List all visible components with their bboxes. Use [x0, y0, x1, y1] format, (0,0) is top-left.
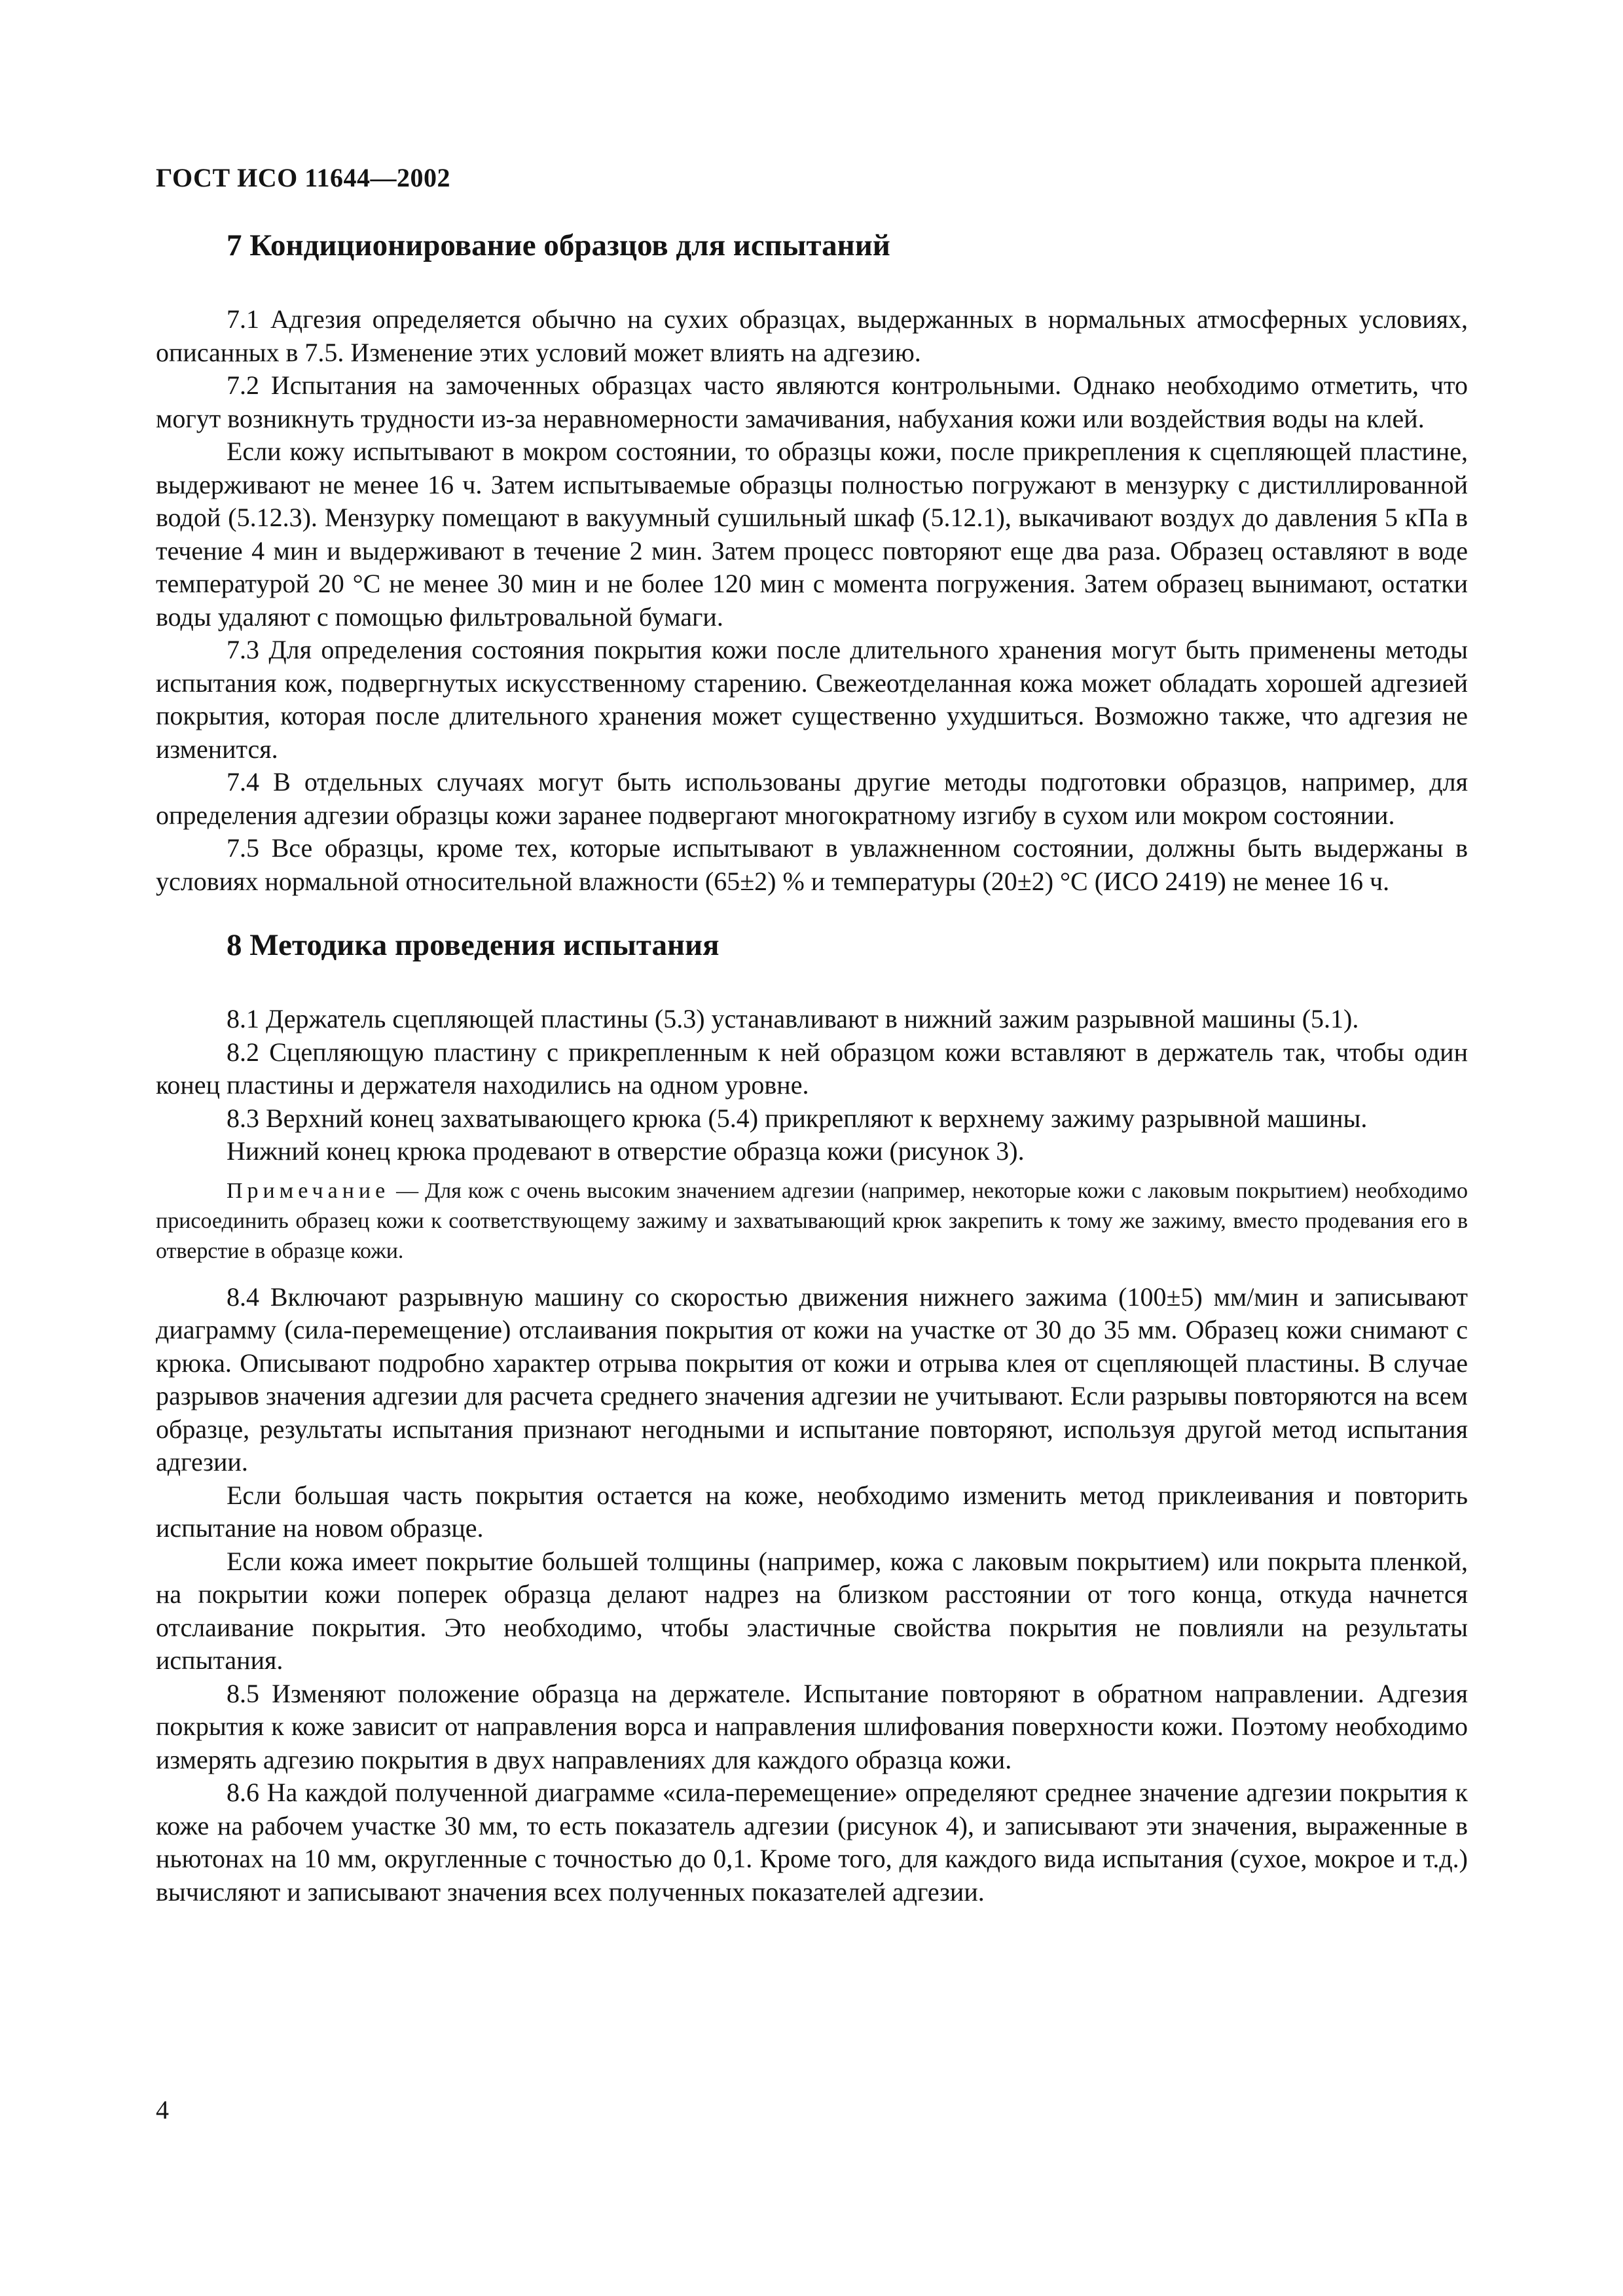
paragraph-7-2-wet: Если кожу испытывают в мокром состоянии, то образцы кожи, после прикрепления к сцепляющей пластине, выдерживают не менее 16 ч. Затем испытываемые образцы полностью погружают в мензурку с дистиллированной водой (5.12.3). Мензурку помещают в вакуумный сушильный шкаф (5.12.1), выкачивают воздух до давления 5 кПа в течение 4 мин и выдерживают в течение 2 мин. Затем процесс повторяют еще два раза. Образец оставляют в воде температурой 20 °С не менее 30 мин и не более 120 мин с момента погружения. Затем образец вынимают, остатки воды удаляют с помощью фильтровальной бумаги.	[156, 437, 1468, 632]
paragraph-8-4: 8.4 Включают разрывную машину со скоростью движения нижнего зажима (100±5) мм/мин и записывают диаграмму (сила-перемещение) отслаивания покрытия от кожи на участке от 30 до 35 мм. Образец кожи снимают с крюка. Описывают подробно характер отрыва покрытия от кожи и отрыва клея от сцепляющей пластины. В случае разрывов значения адгезии для расчета среднего значения адгезии не учитывают. Если разрывы повторяются на всем образце, результаты испытания признают негодными и испытание повторяют, используя другой метод испытания адгезии.	[156, 1282, 1468, 1477]
page-number: 4	[156, 2095, 169, 2125]
paragraph-7-3: 7.3 Для определения состояния покрытия кожи после длительного хранения могут быть применены методы испытания кож, подвергнутых искусственному старению. Свежеотделанная кожа может обладать хорошей адгезией покрытия, которая после длительного хранения может существенно ухудшиться. Возможно также, что адгезия не изменится.	[156, 635, 1468, 764]
paragraph-7-4: 7.4 В отдельных случаях могут быть использованы другие методы подготовки образцов, например, для определения адгезии образцы кожи заранее подвергают многократному изгибу в сухом или мокром состоянии.	[156, 767, 1468, 830]
paragraph-8-4-thick: Если кожа имеет покрытие большей толщины (например, кожа с лаковым покрытием) или покрыта пленкой, на покрытии кожи поперек образца делают надрез на близком расстоянии от того конца, откуда начнется отслаивание покрытия. Это необходимо, чтобы эластичные свойства покрытия не повлияли на результаты испытания.	[156, 1546, 1468, 1675]
paragraph-8-4-coating: Если большая часть покрытия остается на коже, необходимо изменить метод приклеивания и повторить испытание на новом образце.	[156, 1480, 1468, 1543]
paragraph-8-2: 8.2 Сцепляющую пластину с прикрепленным к ней образцом кожи вставляют в держатель так, чтобы один конец пластины и держателя находились на одном уровне.	[156, 1037, 1468, 1100]
note-text: — Для кож с очень высоким значением адгезии (например, некоторые кожи с лаковым покрытием) необходимо присоединить образец кожи к соответствующему зажиму и захватывающий крюк закрепить к тому же зажиму, вместо продевания его в отверстие в образце кожи.	[156, 1178, 1468, 1263]
paragraph-8-3: 8.3 Верхний конец захватывающего крюка (5.4) прикрепляют к верхнему зажиму разрывной машины.	[227, 1103, 1368, 1133]
note-label: Примечание	[227, 1178, 390, 1203]
paragraph-8-5: 8.5 Изменяют положение образца на держателе. Испытание повторяют в обратном направлении. Адгезия покрытия к коже зависит от направления ворса и направления шлифования поверхности кожи. Поэтому необходимо измерять адгезию покрытия в двух направлениях для каждого образца кожи.	[156, 1678, 1468, 1774]
document-code-header: ГОСТ ИСО 11644—2002	[156, 163, 451, 192]
section-7-title: 7 Кондиционирование образцов для испытаний	[227, 228, 890, 262]
paragraph-7-2: 7.2 Испытания на замоченных образцах часто являются контрольными. Однако необходимо отметить, что могут возникнуть трудности из-за неравномерности замачивания, набухания кожи или воздействия воды на клей.	[156, 370, 1468, 433]
paragraph-8-6: 8.6 На каждой полученной диаграмме «сила-перемещение» определяют среднее значение адгезии покрытия к коже на рабочем участке 30 мм, то есть показатель адгезии (рисунок 4), и записывают эти значения, выраженные в ньютонах на 10 мм, округленные с точностью до 0,1. Кроме того, для каждого вида испытания (сухое, мокрое и т.д.) вычисляют и записывают значения всех полученных показателей адгезии.	[156, 1778, 1468, 1907]
paragraph-8-1: 8.1 Держатель сцепляющей пластины (5.3) устанавливают в нижний зажим разрывной машины (5.1).	[227, 1004, 1359, 1033]
paragraph-8-3-hook: Нижний конец крюка продевают в отверстие образца кожи (рисунок 3).	[227, 1136, 1025, 1166]
paragraph-7-1: 7.1 Адгезия определяется обычно на сухих образцах, выдержанных в нормальных атмосферных условиях, описанных в 7.5. Изменение этих условий может влиять на адгезию.	[156, 304, 1468, 367]
note-block	[156, 1176, 1468, 1266]
document-body	[156, 226, 1468, 1909]
section-8-title: 8 Методика проведения испытания	[227, 928, 720, 962]
paragraph-7-5: 7.5 Все образцы, кроме тех, которые испытывают в увлажненном состоянии, должны быть выдержаны в условиях нормальной относительной влажности (65±2) % и температуры (20±2) °С (ИСО 2419) не менее 16 ч.	[156, 833, 1468, 896]
